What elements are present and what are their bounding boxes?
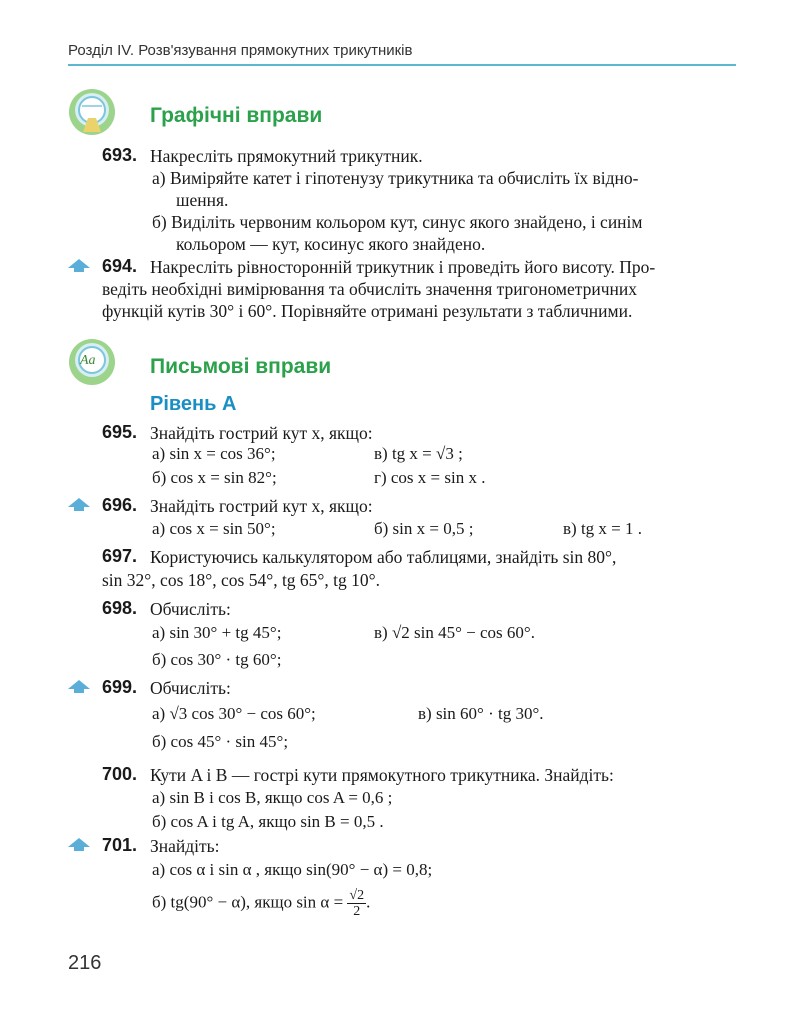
problem-695-g: г) cos x = sin x . (374, 468, 486, 487)
problem-699-text: Обчисліть: (150, 678, 231, 698)
problem-701-number: 701. (102, 835, 138, 855)
problem-695-a: а) sin x = cos 36°; (152, 444, 276, 463)
problem-694-line1: Накресліть рівносторонній трикутник і проведіть його висоту. Про- (150, 257, 656, 277)
difficulty-triangle-icon (68, 838, 90, 852)
problem-699-v: в) sin 60° · tg 30°. (418, 704, 544, 723)
problem-693-b-line1: б) Виділіть червоним кольором кут, синус якого знайдено, і синім (152, 212, 643, 232)
problem-696-number: 696. (102, 495, 138, 515)
problem-695-b: б) cos x = sin 82°; (152, 468, 277, 487)
problem-693-a-line1: а) Виміряйте катет і гіпотенузу трикутника та обчисліть їх відно- (152, 168, 639, 188)
problem-696-text: Знайдіть гострий кут x, якщо: (150, 496, 373, 516)
problem-694-number: 694. (102, 256, 138, 276)
problem-695-v: в) tg x = √3 ; (374, 444, 463, 463)
level-a-title: Рівень А (150, 393, 237, 415)
problem-696-v: в) tg x = 1 . (563, 519, 642, 538)
problem-699-a: а) √3 cos 30° − cos 60°; (152, 704, 316, 723)
difficulty-triangle-icon (68, 498, 90, 512)
problem-698-text: Обчисліть: (150, 599, 231, 619)
problem-701-text: Знайдіть: (150, 836, 220, 856)
difficulty-triangle-icon (68, 680, 90, 694)
written-exercises-title: Письмові вправи (150, 355, 332, 378)
problem-700-b: б) cos A і tg A, якщо sin B = 0,5 . (152, 812, 384, 831)
problem-698-v: в) √2 sin 45° − cos 60°. (374, 623, 535, 642)
problem-698-a: а) sin 30° + tg 45°; (152, 623, 282, 642)
problem-699-b: б) cos 45° · sin 45°; (152, 732, 289, 751)
problem-693-number: 693. (102, 145, 138, 165)
problem-695-text: Знайдіть гострий кут x, якщо: (150, 423, 373, 443)
fraction-denominator: 2 (353, 904, 361, 919)
running-header: Розділ IV. Розв'язування прямокутних трикутників (68, 42, 413, 59)
problem-697-line2: sin 32°, cos 18°, cos 54°, tg 65°, tg 10°. (102, 570, 381, 590)
sqrt2-over-2-fraction (347, 888, 366, 919)
problem-701-b-prefix: б) tg(90° − α), якщо sin α = (152, 892, 344, 912)
problem-697-line1: Користуючись калькулятором або таблицями, знайдіть sin 80°, (150, 547, 617, 567)
problem-693-text: Накресліть прямокутний трикутник. (150, 146, 423, 166)
fraction-numerator: √2 (349, 888, 365, 903)
difficulty-triangle-icon (68, 259, 90, 273)
graphic-exercises-icon (68, 88, 116, 136)
problem-696-a: а) cos x = sin 50°; (152, 519, 276, 538)
problem-699-number: 699. (102, 677, 138, 697)
problem-693-a-line2: шення. (176, 190, 229, 210)
problem-695-number: 695. (102, 422, 138, 442)
problem-700-a: а) sin B і cos B, якщо cos A = 0,6 ; (152, 788, 393, 807)
problem-701-b-suffix: . (366, 892, 371, 912)
header-rule (68, 64, 736, 66)
problem-701-a: а) cos α і sin α , якщо sin(90° − α) = 0,8; (152, 860, 433, 879)
problem-701-b (152, 888, 370, 919)
written-icon-label: Aa (80, 353, 96, 368)
problem-700-number: 700. (102, 764, 138, 784)
problem-700-text: Кути A і B — гострі кути прямокутного трикутника. Знайдіть: (150, 765, 614, 785)
page-number: 216 (68, 952, 102, 974)
problem-698-number: 698. (102, 598, 138, 618)
problem-696-b: б) sin x = 0,5 ; (374, 519, 474, 538)
graphic-exercises-title: Графічні вправи (150, 104, 323, 127)
problem-698-b: б) cos 30° · tg 60°; (152, 650, 282, 669)
problem-697-number: 697. (102, 546, 138, 566)
problem-694-line3: функцій кутів 30° і 60°. Порівняйте отримані результати з табличними. (102, 301, 633, 321)
problem-694-line2: ведіть необхідні вимірювання та обчисліть значення тригонометричних (102, 279, 637, 299)
problem-693-b-line2: кольором — кут, косинус якого знайдено. (176, 234, 486, 254)
